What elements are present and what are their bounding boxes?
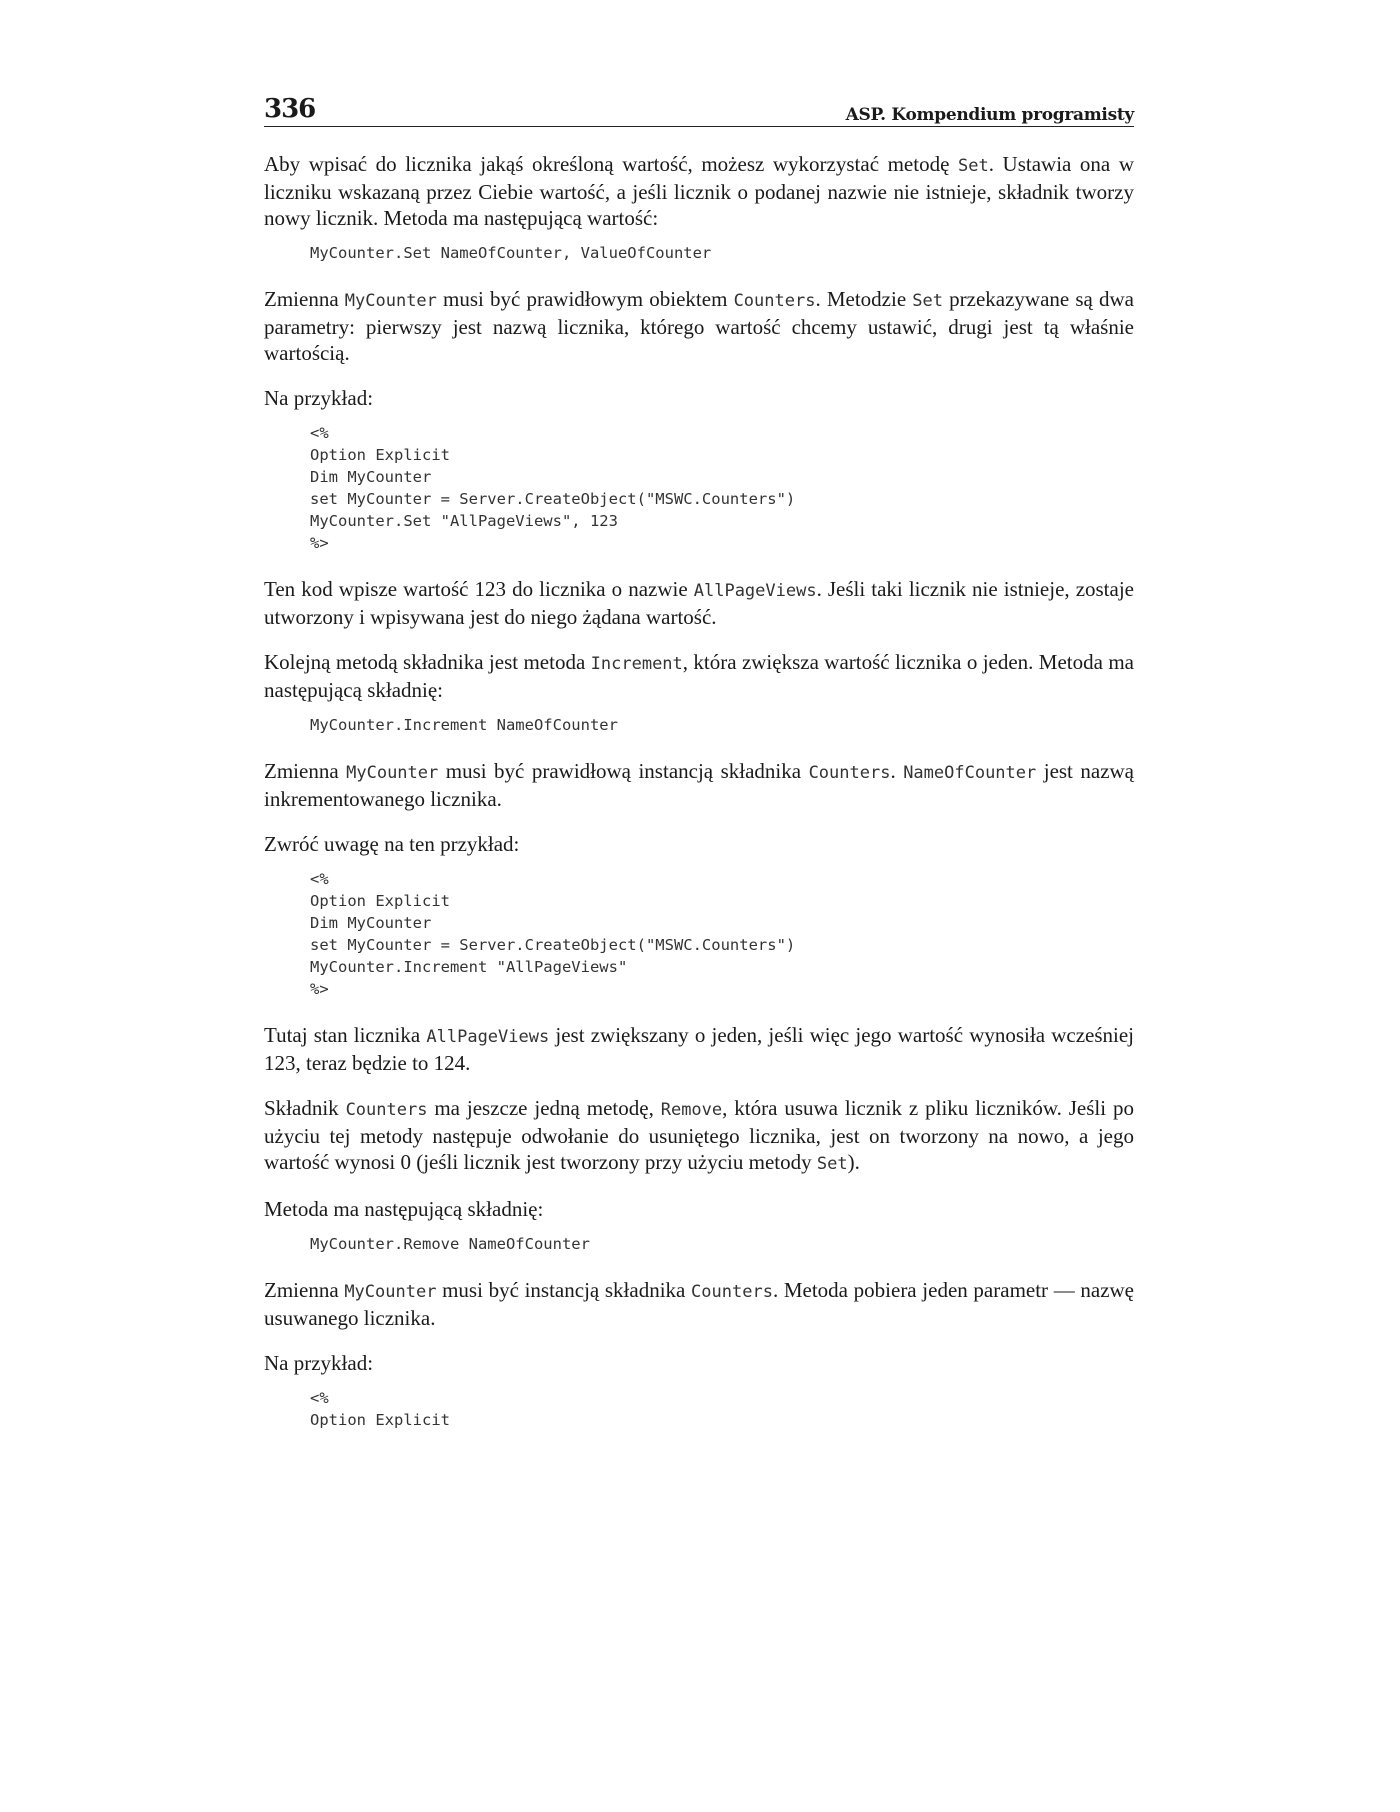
paragraph-set-explanation: Ten kod wpisze wartość 123 do licznika o nazwie AllPageViews. Jeśli taki licznik nie istnieje, zostaje utworzony i wpisywana jest do niego żądana wartość. [264, 577, 1134, 629]
paragraph-example-label: Na przykład: [264, 386, 374, 410]
inline-code: Counters [691, 1282, 773, 1302]
paragraph-increment-intro: Kolejną metodą składnika jest metoda Increment, która zwiększa wartość licznika o jeden. Metoda ma następującą składnię: [264, 650, 1134, 702]
paragraph-remove-intro: Składnik Counters ma jeszcze jedną metodę, Remove, która usuwa licznik z pliku liczników. Jeśli po użyciu tej metody następuje odwołanie do usuniętego licznika, jest on tworzony na nowo, a jego wartość wynosi 0 (jeśli licznik jest tworzony przy użyciu metody Set). [264, 1096, 1134, 1174]
paragraph-remove-syntax-label: Metoda ma następującą składnię: [264, 1197, 544, 1221]
code-line: MyCounter.Increment NameOfCounter [310, 716, 618, 734]
code-block-set-example [310, 422, 1134, 554]
code-line: MyCounter.Increment "AllPageViews" [310, 958, 628, 976]
paragraph-example-label-3: Na przykład: [264, 1351, 374, 1375]
running-header [264, 88, 1134, 127]
inline-code: MyCounter [346, 763, 439, 783]
page-number: 336 [264, 94, 316, 124]
code-line: Dim MyCounter [310, 468, 432, 486]
code-block-set-syntax [310, 242, 1134, 264]
book-page [264, 88, 1134, 1453]
code-block-remove-example [310, 1387, 1134, 1431]
code-line: Option Explicit [310, 892, 450, 910]
code-line: <% [310, 870, 329, 888]
code-line: set MyCounter = Server.CreateObject("MSWC.Counters") [310, 936, 796, 954]
paragraph-increment-explanation: Tutaj stan licznika AllPageViews jest zwiększany o jeden, jeśli więc jego wartość wynosiła wcześniej 123, teraz będzie to 124. [264, 1023, 1134, 1075]
code-block-increment-example [310, 868, 1134, 1000]
inline-code: MyCounter [344, 291, 437, 311]
page-content [264, 127, 1134, 1431]
inline-code: NameOfCounter [903, 763, 1037, 783]
inline-code: Increment [590, 654, 683, 674]
code-line: <% [310, 424, 329, 442]
code-block-increment-syntax [310, 714, 1134, 736]
paragraph-set-intro: Aby wpisać do licznika jakąś określoną wartość, możesz wykorzystać metodę Set. Ustawia ona w liczniku wskazaną przez Ciebie wartość, a jeśli licznik o podanej nazwie nie istnieje, składnik tworzy nowy licznik. Metoda ma następującą wartość: [264, 152, 1134, 230]
inline-code: Counters [733, 291, 816, 311]
code-line: Dim MyCounter [310, 914, 432, 932]
code-line: MyCounter.Set "AllPageViews", 123 [310, 512, 618, 530]
inline-code: MyCounter [344, 1282, 437, 1302]
inline-code: AllPageViews [693, 581, 817, 601]
code-line: %> [310, 534, 329, 552]
code-line: Option Explicit [310, 446, 450, 464]
inline-code: AllPageViews [426, 1027, 550, 1047]
code-line: Option Explicit [310, 1411, 450, 1429]
inline-code: Counters [808, 763, 891, 783]
inline-code: Counters [345, 1100, 428, 1120]
paragraph-example-label-2: Zwróć uwagę na ten przykład: [264, 832, 520, 856]
inline-code: Set [816, 1154, 848, 1174]
inline-code: Set [912, 291, 944, 311]
code-block-remove-syntax [310, 1233, 1134, 1255]
code-line: MyCounter.Remove NameOfCounter [310, 1235, 590, 1253]
book-title: ASP. Kompendium programisty [845, 105, 1134, 125]
code-line: MyCounter.Set NameOfCounter, ValueOfCounter [310, 244, 712, 262]
inline-code: Set [957, 156, 989, 176]
code-line: %> [310, 980, 329, 998]
paragraph-increment-params: Zmienna MyCounter musi być prawidłową instancją składnika Counters. NameOfCounter jest nazwą inkrementowanego licznika. [264, 759, 1135, 811]
paragraph-remove-params: Zmienna MyCounter musi być instancją składnika Counters. Metoda pobiera jeden parametr — nazwę usuwanego licznika. [264, 1278, 1135, 1330]
inline-code: Remove [660, 1100, 723, 1120]
paragraph-set-params: Zmienna MyCounter musi być prawidłowym obiektem Counters. Metodzie Set przekazywane są dwa parametry: pierwszy jest nazwą licznika, którego wartość chcemy ustawić, drugi jest tą właśnie wartością. [264, 287, 1134, 365]
code-line: set MyCounter = Server.CreateObject("MSWC.Counters") [310, 490, 796, 508]
code-line: <% [310, 1389, 329, 1407]
